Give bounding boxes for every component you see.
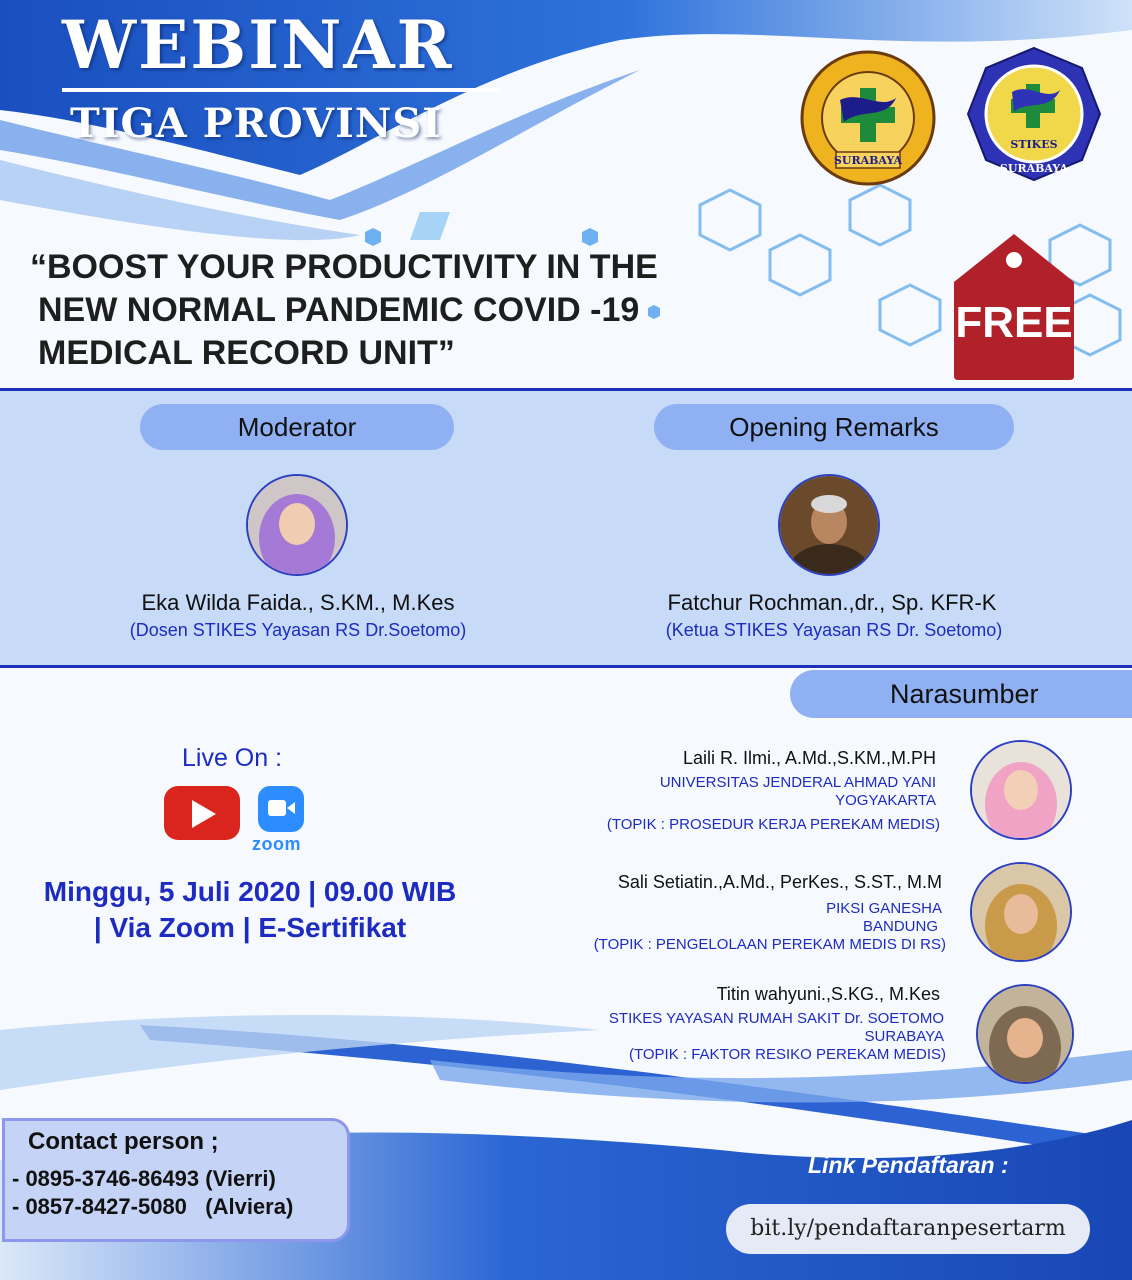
event-date-time: Minggu, 5 Juli 2020 | 09.00 WIB bbox=[43, 876, 457, 907]
opening-speaker-photo bbox=[778, 474, 880, 576]
contact-line-2: - 0857-8427-5080 (Alviera) bbox=[12, 1194, 294, 1219]
speaker-3-photo bbox=[976, 984, 1074, 1084]
speaker-2-institution: PIKSI GANESHA bbox=[826, 900, 942, 917]
zoom-camera-icon bbox=[268, 800, 286, 816]
title-divider bbox=[62, 88, 500, 92]
theme-line-2: NEW NORMAL PANDEMIC COVID -19 bbox=[38, 291, 640, 329]
webinar-theme bbox=[30, 246, 750, 375]
speaker-2-photo bbox=[970, 862, 1072, 962]
speaker-1-topic: (TOPIK : PROSEDUR KERJA PEREKAM MEDIS) bbox=[606, 816, 940, 833]
speaker-3-institution: STIKES YAYASAN RUMAH SAKIT Dr. SOETOMO bbox=[608, 1010, 944, 1027]
opening-role: (Ketua STIKES Yayasan RS Dr. Soetomo) bbox=[665, 620, 1003, 640]
live-on-label: Live On : bbox=[182, 744, 283, 772]
moderator-name: Eka Wilda Faida., S.KM., M.Kes bbox=[141, 590, 455, 615]
opening-name: Fatchur Rochman.,dr., Sp. KFR-K bbox=[667, 590, 997, 615]
logo-2-city: SURABAYA bbox=[999, 162, 1069, 175]
youtube-play-icon bbox=[192, 800, 216, 828]
free-label: FREE bbox=[955, 298, 1073, 347]
speaker-1-city: YOGYAKARTA bbox=[835, 792, 936, 809]
speaker-1-name: Laili R. Ilmi., A.Md.,S.KM.,M.PH bbox=[682, 748, 936, 768]
speaker-3-topic: (TOPIK : FAKTOR RESIKO PEREKAM MEDIS) bbox=[628, 1046, 946, 1063]
registration-label: Link Pendaftaran : bbox=[808, 1152, 1009, 1178]
contact-line-1: - 0895-3746-86493 (Vierri) bbox=[12, 1166, 276, 1191]
speaker-1-photo bbox=[970, 740, 1072, 840]
logo-2-label: STIKES bbox=[1010, 138, 1058, 151]
poster-subtitle: TIGA PROVINSI bbox=[70, 100, 442, 147]
narasumber-heading: Narasumber bbox=[790, 670, 1132, 718]
opening-remarks-heading: Opening Remarks bbox=[654, 404, 1014, 450]
stikes-logo-gold bbox=[800, 50, 936, 186]
speaker-1-institution: UNIVERSITAS JENDERAL AHMAD YANI bbox=[659, 774, 936, 791]
senat-mahasiswa-logo bbox=[966, 46, 1102, 182]
moderator-photo bbox=[246, 474, 348, 576]
zoom-wordmark: zoom bbox=[252, 834, 301, 854]
moderator-heading: Moderator bbox=[140, 404, 454, 450]
speaker-2-city: BANDUNG bbox=[862, 918, 938, 935]
contact-title: Contact person ; bbox=[28, 1128, 219, 1155]
speaker-3-name: Titin wahyuni.,S.KG., M.Kes bbox=[716, 984, 940, 1004]
theme-line-1: “BOOST YOUR PRODUCTIVITY IN THE bbox=[30, 248, 658, 286]
logo-1-city: SURABAYA bbox=[833, 154, 903, 167]
theme-line-3: MEDICAL RECORD UNIT” bbox=[38, 334, 455, 372]
registration-link[interactable]: bit.ly/pendaftaranpesertarm bbox=[726, 1204, 1090, 1254]
speaker-2-name: Sali Setiatin.,A.Md., PerKes., S.ST., M.M bbox=[617, 872, 942, 892]
speaker-3-city: SURABAYA bbox=[864, 1028, 944, 1045]
speaker-2-topic: (TOPIK : PENGELOLAAN PEREKAM MEDIS DI RS) bbox=[593, 936, 946, 953]
moderator-role: (Dosen STIKES Yayasan RS Dr.Soetomo) bbox=[129, 620, 467, 640]
zoom-camera-lens-icon bbox=[287, 802, 295, 814]
poster-title: WEBINAR bbox=[62, 6, 454, 84]
event-details: | Via Zoom | E-Sertifikat bbox=[93, 912, 407, 943]
